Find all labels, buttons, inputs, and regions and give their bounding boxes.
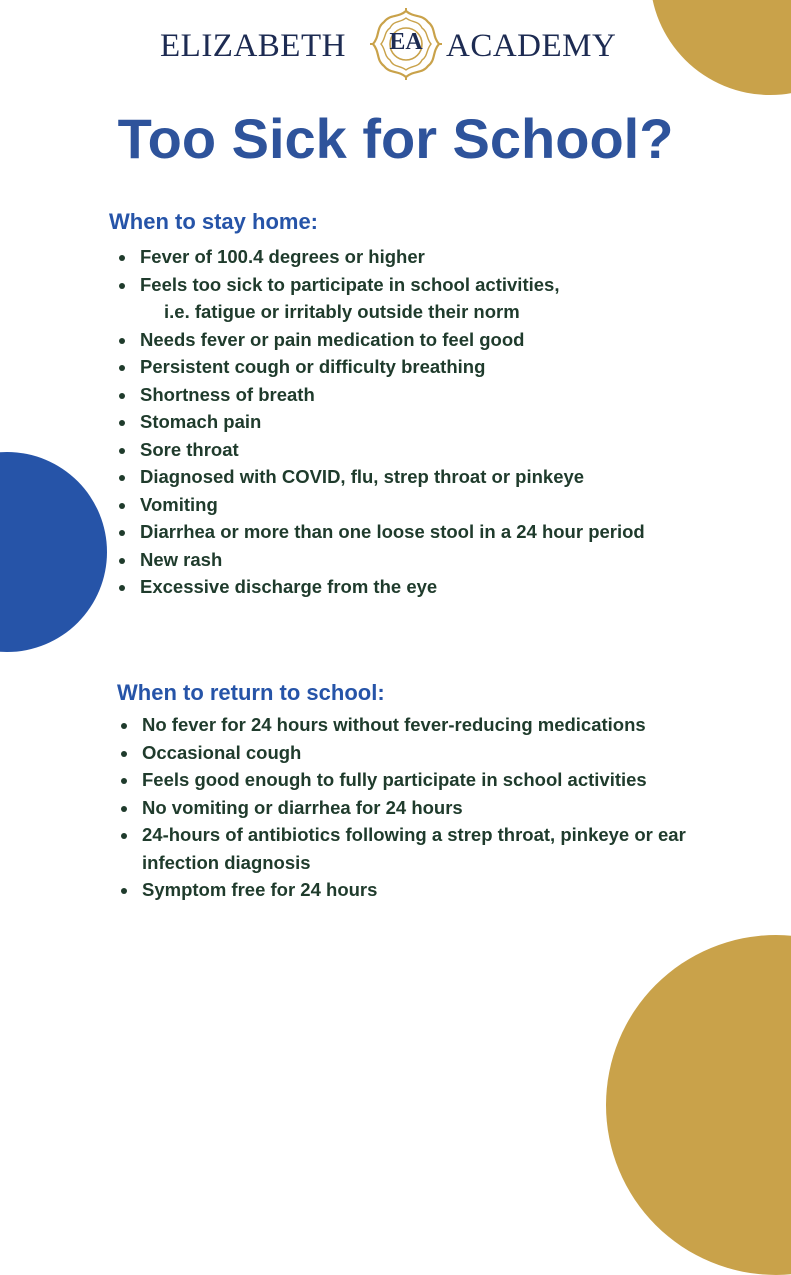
crest-icon (370, 8, 442, 80)
list-item: Diagnosed with COVID, flu, strep throat or pinkeye (115, 463, 655, 491)
stay-home-list (115, 243, 655, 601)
list-item: Stomach pain (115, 408, 655, 436)
list-item: Diarrhea or more than one loose stool in a 24 hour period (115, 518, 655, 546)
list-item: Symptom free for 24 hours (117, 876, 697, 904)
list-item: Persistent cough or difficulty breathing (115, 353, 655, 381)
list-item: 24-hours of antibiotics following a strep throat, pinkeye or ear infection diagnosis (117, 821, 697, 876)
list-item-continuation: i.e. fatigue or irritably outside their norm (164, 301, 520, 322)
list-item: Feels too sick to participate in school activities, i.e. fatigue or irritably outside their norm (115, 271, 655, 326)
logo-name-left: ELIZABETH (160, 28, 346, 64)
list-item: Occasional cough (117, 739, 697, 767)
crest-monogram: EA (389, 29, 423, 55)
logo-name-right: ACADEMY (446, 28, 617, 64)
stay-home-heading: When to stay home: (109, 209, 319, 234)
return-school-heading: When to return to school: (117, 680, 385, 705)
list-item: Needs fever or pain medication to feel good (115, 326, 655, 354)
list-item: Fever of 100.4 degrees or higher (115, 243, 655, 271)
list-item: No fever for 24 hours without fever-reducing medications (117, 711, 697, 739)
decorative-gold-circle-bottom (606, 935, 791, 1275)
list-item: No vomiting or diarrhea for 24 hours (117, 794, 697, 822)
list-item: Shortness of breath (115, 381, 655, 409)
list-item: New rash (115, 546, 655, 574)
list-item: Vomiting (115, 491, 655, 519)
list-item: Feels good enough to fully participate in school activities (117, 766, 697, 794)
page-title: Too Sick for School? (117, 107, 674, 170)
return-school-list (117, 711, 697, 904)
school-logo (0, 8, 791, 80)
list-item: Sore throat (115, 436, 655, 464)
list-item: Excessive discharge from the eye (115, 573, 655, 601)
decorative-blue-circle-left (0, 452, 107, 652)
